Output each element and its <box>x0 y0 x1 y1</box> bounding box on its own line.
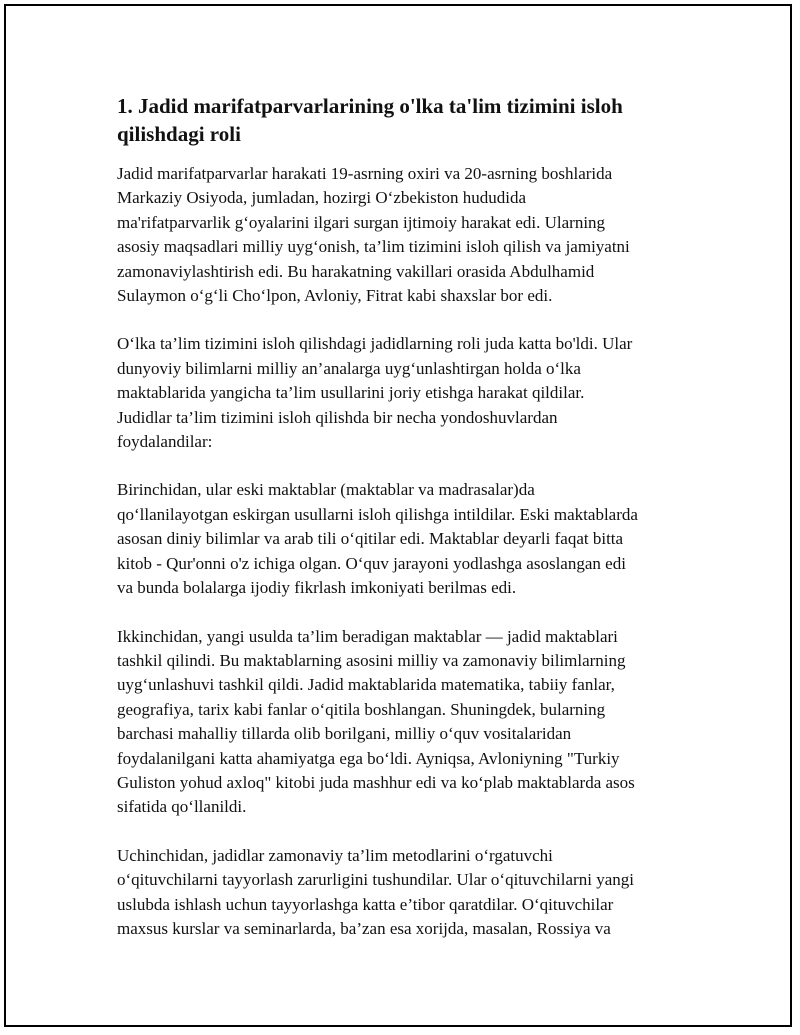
document-body <box>117 92 697 965</box>
section-heading: 1. Jadid marifatparvarlarining o'lka ta'lim tizimini isloh qilishdagi roli <box>117 94 623 146</box>
paragraph-second: Ikkinchidan, yangi usulda ta’lim beradigan maktablar — jadid maktablari tashkil qilindi. Bu maktablarning asosini milliy va zamonaviy bilimlarning uyg‘unlashuvi tashkil qildi. Jadid maktablarida matematika, tabiiy fanlar, geografiya, tarix kabi fanlar o‘qitila boshlangan. Shuningdek, bularning barchasi mahalliy tillarda olib borilgani, milliy o‘quv vositalaridan foydalanilgani katta ahamiyatga ega bo‘ldi. Ayniqsa, Avloniyning "Turkiy Guliston yohud axloq" kitobi juda mashhur edi va ko‘plab maktablarda asos sifatida qo‘llanildi. <box>117 626 635 817</box>
paragraph-role: O‘lka ta’lim tizimini isloh qilishdagi jadidlarning roli juda katta bo'ldi. Ular dunyoviy bilimlarni milliy an’analarga uyg‘unlashtirgan holda o‘lka maktablarida yangicha ta’lim usullarini joriy etishga harakat qildilar. Judidlar ta’lim tizimini isloh qilishda bir necha yondoshuvlardan foydalandilar: <box>117 334 633 452</box>
paragraph-intro: Jadid marifatparvarlar harakati 19-asrning oxiri va 20-asrning boshlarida Markaziy Osiyoda, jumladan, hozirgi O‘zbekiston hududida ma'rifatparvarlik g‘oyalarini ilgari surgan ijtimoiy harakat edi. Ularning asosiy maqsadlari milliy uyg‘onish, ta’lim tizimini isloh qilish va jamiyatni zamonaviylashtirish edi. Bu harakatning vakillari orasida Abdulhamid Sulaymon o‘g‘li Cho‘lpon, Avloniy, Fitrat kabi shaxslar bor edi. <box>117 164 630 306</box>
paragraph-third: Uchinchidan, jadidlar zamonaviy ta’lim metodlarini o‘rgatuvchi o‘qituvchilarni tayyorlash zarurligini tushundilar. Ular o‘qituvchilarni yangi uslubda ishlash uchun tayyorlashga katta e’tibor qaratdilar. O‘qituvchilar maxsus kurslar va seminarlarda, ba’zan esa xorijda, masalan, Rossiya va <box>117 845 634 938</box>
paragraph-first: Birinchidan, ular eski maktablar (maktablar va madrasalar)da qo‘llanilayotgan eskirgan usullarni isloh qilishga intildilar. Eski maktablarda asosan diniy bilimlar va arab tili o‘qitilar edi. Maktablar deyarli faqat bitta kitob - Qur'onni o'z ichiga olgan. O‘quv jarayoni yodlashga asoslangan edi va bunda bolalarga ijodiy fikrlash imkoniyati berilmas edi. <box>117 480 638 598</box>
